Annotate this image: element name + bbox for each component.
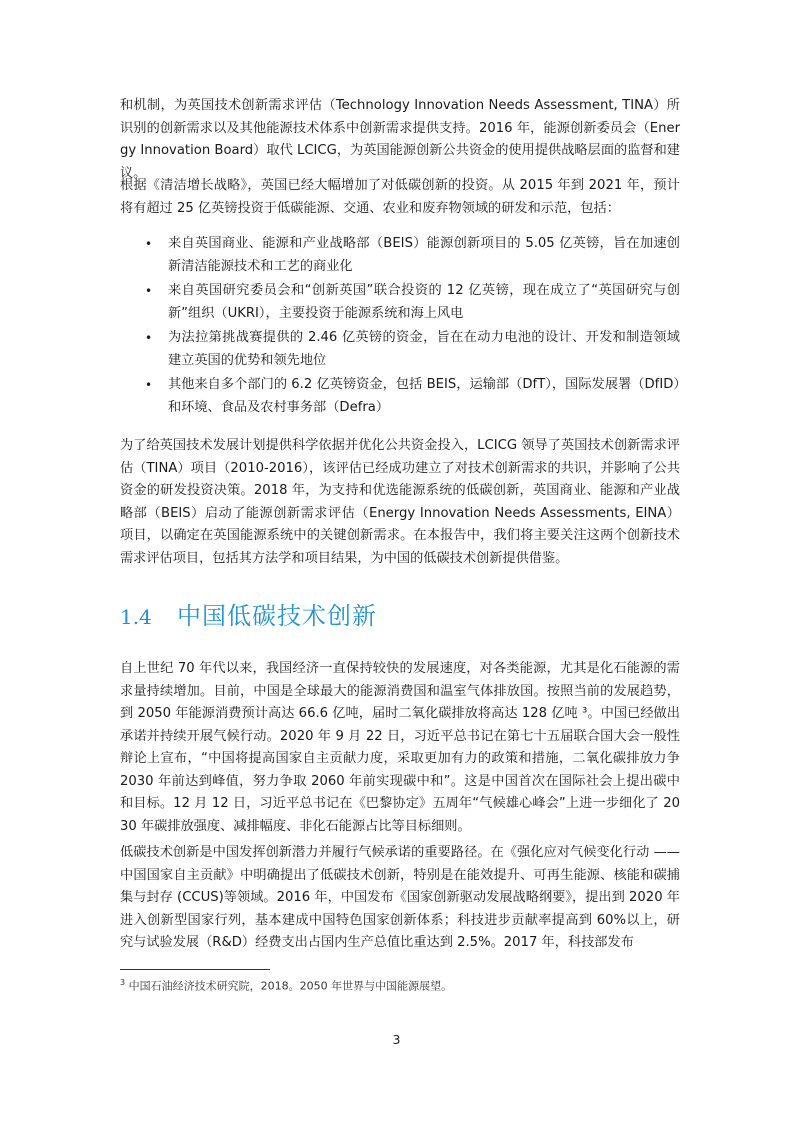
- bullet-text: 其他来自多个部门的 6.2 亿英镑资金，包括 BEIS，运输部（DfT），国际发展署（DfID）和环境、食品及农村事务部（Defra）: [168, 377, 680, 415]
- list-item: [120, 374, 680, 419]
- investment-bullet-list: [120, 233, 680, 421]
- bullet-text: 来自英国商业、能源和产业战略部（BEIS）能源创新项目的 5.05 亿英镑，旨在加速创新清洁能源技术和工艺的商业化: [168, 236, 680, 274]
- list-item: [120, 233, 680, 278]
- bullet-icon: •: [145, 284, 153, 298]
- paragraph-low-carbon-innovation: 低碳技术创新是中国发挥创新潜力并履行气候承诺的重要路径。在《强化应对气候变化行动 ——中国国家自主贡献》中明确提出了低碳技术创新，特别是在能效提升、可再生能源、核能和碳捕集与封存 (CCUS)等领域。2016 年，中国发布《国家创新驱动发展战略纲要》，提出到 2020 年进入创新型国家行列，基本建成中国特色国家创新体系；科技进步贡献率提高到 60%以上，研究与试验发展（R&D）经费支出占国内生产总值比重达到 2.5%。2017 年，科技部发布: [120, 845, 680, 950]
- footnote-text: 中国石油经济技术研究院，2018。2050 年世界与中国能源展望。: [128, 979, 453, 993]
- section-heading: [120, 596, 377, 631]
- bullet-text: 为法拉第挑战赛提供的 2.46 亿英镑的资金，旨在在动力电池的设计、开发和制造领域建立英国的优势和领先地位: [168, 330, 680, 368]
- bullet-icon: •: [145, 331, 153, 345]
- list-item: [120, 280, 680, 325]
- section-title: 中国低碳技术创新: [177, 602, 377, 630]
- footnote: [120, 974, 680, 996]
- list-item: [120, 327, 680, 372]
- footnote-marker: 3: [120, 978, 126, 987]
- paragraph-clean-growth: 根据《清洁增长战略》，英国已经大幅增加了对低碳创新的投资。从 2015 年到 2021 年，预计将有超过 25 亿英镑投资于低碳能源、交通、农业和废弃物领域的研发和示范，包括：: [120, 178, 680, 216]
- paragraph-china-energy: 自上世纪 70 年代以来，我国经济一直保持较快的发展速度，对各类能源，尤其是化石能源的需求量持续增加。目前，中国是全球最大的能源消费国和温室气体排放国。按照当前的发展趋势，到 2050 年能源消费预计高达 66.6 亿吨，届时二氧化碳排放将高达 128 亿吨 ³。中国已经做出承诺并持续开展气候行动。2020 年 9 月 22 日，习近平总书记在第七十五届联合国大会一般性辩论上宣布，“中国将提高国家自主贡献力度，采取更加有力的政策和措施，二氧化碳排放力争 2030 年前达到峰值，努力争取 2060 年前实现碳中和”。这是中国首次在国际社会上提出碳中和目标。12 月 12 日，习近平总书记在《巴黎协定》五周年“气候雄心峰会”上进一步细化了 2030 年碳排放强度、减排幅度、非化石能源占比等目标细则。: [120, 661, 680, 834]
- paragraph-tina-intro: 和机制，为英国技术创新需求评估（Technology Innovation Needs Assessment, TINA）所识别的创新需求以及其他能源技术体系中创新需求提供支持。2016 年，能源创新委员会（Energy Innovation Board）取代 LCICG，为英国能源创新公共资金的使用提供战略层面的监督和建议。: [120, 98, 680, 181]
- bullet-icon: •: [145, 378, 153, 392]
- page-number: 3: [392, 1032, 401, 1047]
- section-number: 1.4: [120, 605, 152, 629]
- footnote-divider: [120, 969, 270, 970]
- bullet-icon: •: [145, 237, 153, 251]
- paragraph-tina-eina: 为了给英国技术发展计划提供科学依据并优化公共资金投入，LCICG 领导了英国技术创新需求评估（TINA）项目（2010-2016），该评估已经成功建立了对技术创新需求的共识，并影响了公共资金的研发投资决策。2018 年，为支持和优选能源系统的低碳创新，英国商业、能源和产业战略部（BEIS）启动了能源创新需求评估（Energy Innovation Needs Assessments, EINA）项目，以确定在英国能源系统中的关键创新需求。在本报告中，我们将主要关注这两个创新技术需求评估项目，包括其方法学和项目结果，为中国的低碳技术创新提供借鉴。: [120, 438, 680, 566]
- bullet-text: 来自英国研究委员会和“创新英国”联合投资的 12 亿英镑，现在成立了“英国研究与创新”组织（UKRI），主要投资于能源系统和海上风电: [168, 283, 680, 321]
